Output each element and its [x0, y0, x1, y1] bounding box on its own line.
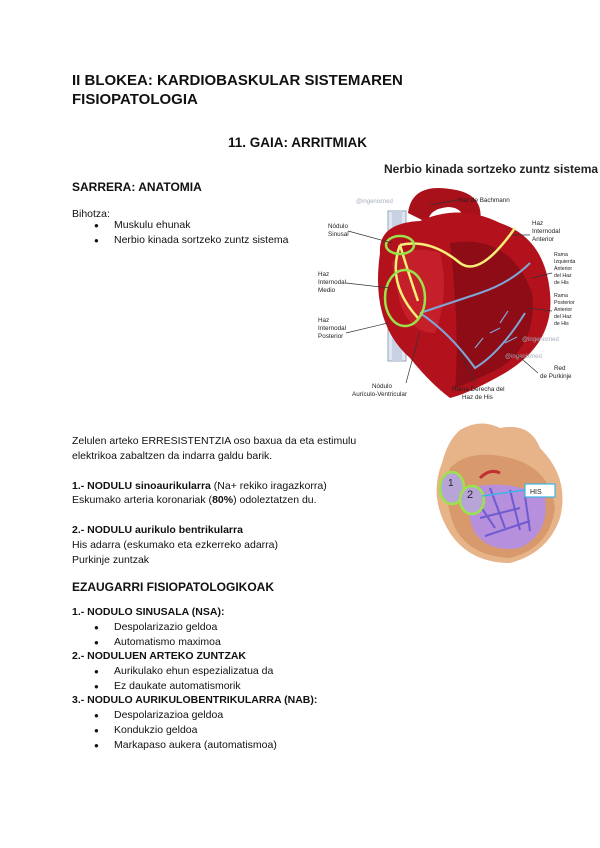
list-item: ● Despolarizazioa geldoa: [94, 708, 277, 723]
label-int-post-3: Posterior: [318, 333, 344, 340]
section-3-title: 3.- NODULO AURIKULOBENTRIKULARRA (NAB):: [72, 694, 318, 706]
nodulu1-title-rest: (Na+ rekiko iragazkorra): [210, 480, 327, 492]
list-item: ● Despolarizazio geldoa: [94, 620, 221, 635]
label-izq-1: Rama: [554, 252, 568, 258]
heart-nodes-figure: [420, 418, 580, 568]
block-title: II BLOKEA: KARDIOBASKULAR SISTEMAREN FISIOPATOLOGIA: [72, 72, 403, 108]
heart-conduction-diagram: [300, 183, 590, 405]
resistance-line-2: elektrikoa zabaltzen da indarra galdu barik.: [72, 450, 273, 462]
section-3-list: [94, 708, 277, 753]
nodulu1-desc-b: 80%: [212, 494, 234, 506]
label-izq-3: Anterior: [554, 266, 573, 272]
nodulu2-title: [72, 523, 243, 538]
label-int-ant-3: Anterior: [532, 236, 555, 243]
nodulu2-line-2: Purkinje zuntzak: [72, 554, 150, 566]
label-int-post-2: Internodal: [318, 325, 347, 332]
his-label: HIS: [530, 489, 542, 496]
label-der-1: Rama Derecha del: [452, 386, 505, 393]
section-1-title: 1.- NODULO SINUSALA (NSA):: [72, 606, 225, 618]
label-nav-2: Aurículo-Ventricular: [352, 391, 407, 398]
nodulu2-line-1: His adarra (eskumako eta ezkerreko adarra): [72, 539, 279, 551]
nodulu1-title: [72, 479, 327, 494]
label-post-4: del Haz: [554, 314, 572, 320]
nodulu2-title-bold: 2.- NODULU aurikulo bentrikularra: [72, 524, 243, 536]
label-sinusal-1: Nódulo: [328, 223, 348, 230]
section-1-list: [94, 620, 221, 650]
label-bachmann: Haz de Bachmann: [458, 197, 510, 204]
resistance-line-1: Zelulen arteko ERRESISTENTZIA oso baxua da eta estimulu: [72, 435, 357, 447]
label-post-2: Posterior: [554, 300, 575, 306]
label-der-2: Haz de His: [462, 394, 493, 401]
node-label-2: 2: [467, 489, 474, 501]
label-medio-2: Internodal: [318, 279, 347, 286]
watermark-top: @ingenixmed: [356, 199, 393, 205]
label-purk-1: Red: [554, 365, 566, 372]
label-post-5: de His: [554, 321, 569, 327]
section-2-list: [94, 664, 273, 694]
node-label-1: 1: [448, 478, 454, 489]
label-medio-1: Haz: [318, 271, 330, 278]
label-int-ant-2: Internodal: [532, 228, 561, 235]
sarrera-intro: Bihotza:: [72, 208, 110, 220]
list-item: ● Ez daukate automatismorik: [94, 679, 273, 694]
list-item: ● Kondukzio geldoa: [94, 723, 277, 738]
label-nav-1: Nódulo: [372, 383, 392, 390]
label-izq-2: Izquierda: [554, 259, 576, 265]
label-int-ant-1: Haz: [532, 220, 544, 227]
list-item: ● Markapaso aukera (automatismoa): [94, 738, 277, 753]
nodulu1-title-bold: 1.- NODULU sinoaurikularra: [72, 480, 211, 492]
nodulu1-desc-c: ) odoleztatzen du.: [233, 494, 317, 506]
list-item: ● Muskulu ehunak: [94, 218, 289, 233]
label-post-1: Rama: [554, 293, 568, 299]
list-item: ● Aurikulako ehun espezializatua da: [94, 664, 273, 679]
label-purk-2: de Purkinje: [540, 373, 572, 380]
label-izq-5: de His: [554, 280, 569, 286]
label-medio-3: Medio: [318, 287, 336, 294]
label-post-3: Anterior: [554, 307, 573, 313]
ezaugarri-heading: EZAUGARRI FISIOPATOLOGIKOAK: [72, 580, 275, 594]
sarrera-heading: SARRERA: ANATOMIA: [72, 180, 202, 194]
watermark-mid: @ingenixmed: [522, 337, 559, 343]
list-item: ● Automatismo maximoa: [94, 635, 221, 650]
figure1-caption: Nerbio kinada sortzeko zuntz sistema: [384, 162, 599, 176]
label-sinusal-2: Sinusal: [328, 231, 349, 238]
label-izq-4: del Haz: [554, 273, 572, 279]
list-item: ● Nerbio kinada sortzeko zuntz sistema: [94, 233, 289, 248]
watermark-right: @ingenixmed: [505, 354, 542, 360]
sarrera-list: [94, 218, 289, 248]
chapter-title: 11. GAIA: ARRITMIAK: [228, 135, 368, 150]
nodulu1-desc-a: Eskumako arteria koronariak (: [72, 494, 213, 506]
section-2-title: 2.- NODULUEN ARTEKO ZUNTZAK: [72, 650, 247, 662]
nodulu1-desc: [72, 493, 317, 508]
label-int-post-1: Haz: [318, 317, 330, 324]
